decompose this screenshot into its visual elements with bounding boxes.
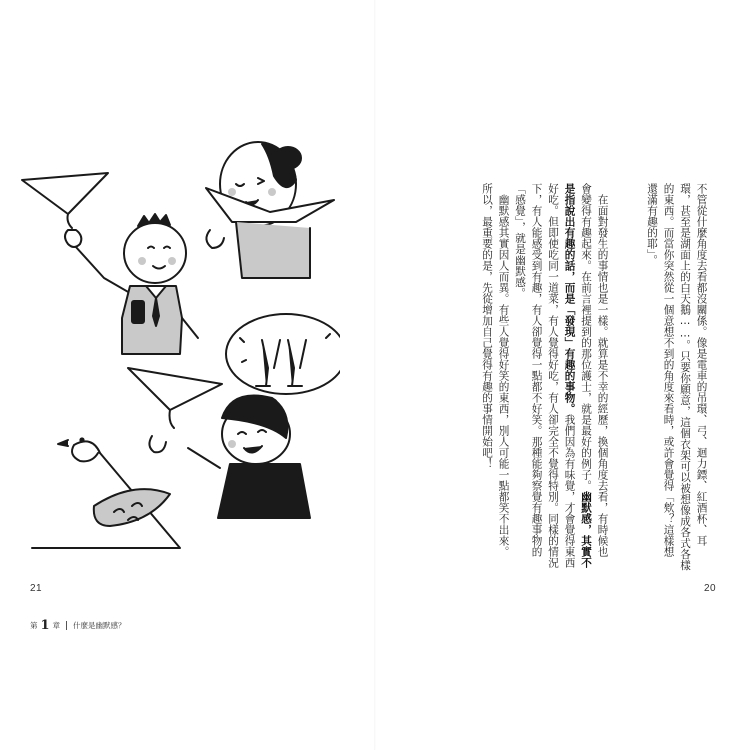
text-column [482,183,493,469]
woman-figure-lower [188,396,310,519]
hanger-overhead [22,173,108,228]
text-column [515,183,526,299]
body-text: 幽默感其實因人而異。有些人覺得好笑的東西，別人可能一點都笑不出來。 [497,183,510,557]
text-column [680,183,691,571]
text-column [647,183,658,266]
swan-hanger [32,438,180,548]
hanger-hand [128,368,222,428]
body-text: 好吃。但即使吃同一道菜，有人覺得好吃，有人卻完全不覺得特別。同樣的情況 [547,183,560,568]
footer-separator [66,621,67,630]
text-column [531,183,542,557]
body-text: 在面對發生的事情也是一樣。就算是不幸的經歷，換個角度去看，有時候也 [596,183,609,557]
text-column [564,183,575,568]
text-column [696,183,707,546]
text-column [548,183,559,568]
page-number-right: 20 [704,583,717,594]
text-column [581,183,592,568]
text-column [597,183,608,557]
body-text: 所以，最重要的是，先從增加自己覺得有趣的事情開始吧！ [481,183,494,469]
body-text: 不管從什麼角度去看都沒關係。像是電車的吊環、弓、迴力鏢、紅酒杯、耳 [695,183,708,546]
body-text: 下，有人能感受到有趣，有人卻覺得一點都不好笑。那種能夠察覺有趣事物的 [530,183,543,557]
text-column [498,183,509,557]
body-text: 會變得有趣起來。在前言裡提到的那位護士，就是最好的例子。 [580,183,593,491]
chapter-suffix: 章 [52,621,61,630]
page-gutter [374,0,376,750]
chapter-numeral: 1 [40,618,50,633]
man-figure [65,214,198,354]
emphasis-text: 幽默感，其實不 [580,491,593,568]
hanger-illustration [10,118,340,558]
body-text: 的東西。而當你突然從一個意想不到的角度來看時，或許會覺得「欸？這樣想 [662,183,675,557]
body-text: 「感覺」，就是幽默感。 [514,183,527,299]
emphasis-text: 是指說出有趣的話，而是「發現」有趣的事物。 [563,183,576,414]
body-text: 還滿有趣的耶」。 [646,183,659,266]
text-column [663,183,674,557]
body-text: 我們因為有味覺，才會覺得東西 [563,414,576,568]
woman-figure-top [206,142,334,278]
chapter-title: 什麼是幽默感？ [73,621,126,630]
running-footer [30,619,126,632]
body-text: 環，甚至是湖面上的白天鵝……。只要你願意，這個衣架可以被想像成各式各樣 [679,183,692,571]
page-number-left: 21 [30,583,43,594]
chapter-prefix: 第 [30,621,38,630]
